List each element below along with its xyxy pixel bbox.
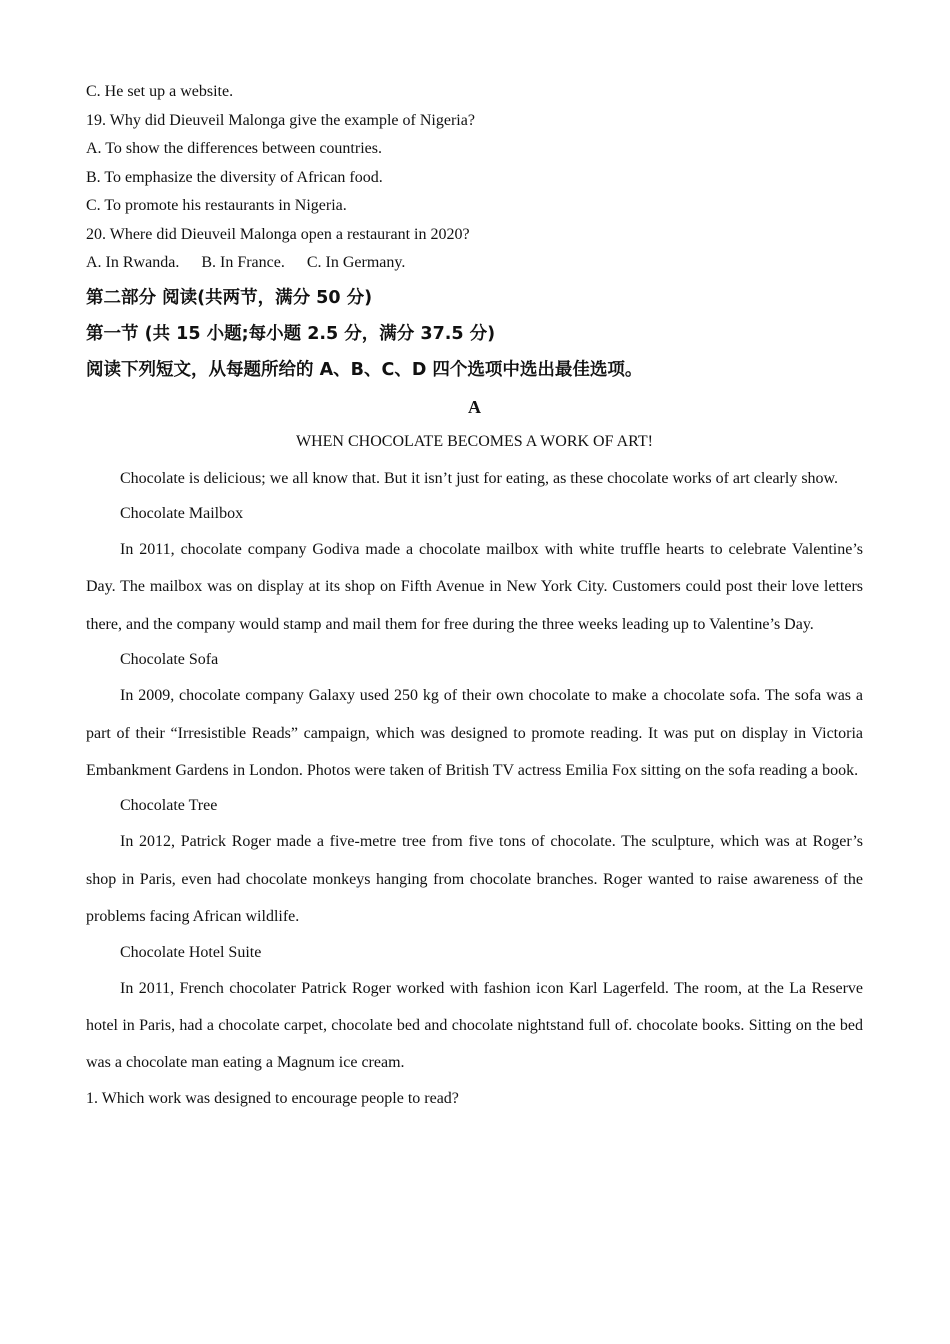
q20-option-b: B. In France.	[201, 254, 285, 271]
section-heading-mailbox: Chocolate Mailbox	[120, 504, 244, 522]
q20-option-a: A. In Rwanda.	[86, 254, 180, 271]
section-text-hotel-suite: In 2011, French chocolater Patrick Roger worked with fashion icon Karl Lagerfeld. The room, at the La Reserve hotel in Paris, had a chocolate carpet, chocolate bed and chocolate nightstand full of. chocolate books. Sitting on the bed was a chocolate man eating a Magnum ice cream.	[86, 979, 863, 1072]
section-heading-sofa: Chocolate Sofa	[120, 651, 219, 669]
section1-title: 第一节 (共 15 小题;每小题 2.5 分，满分 37.5 分)	[86, 323, 496, 344]
passage-letter: A	[468, 396, 481, 417]
q19-stem: 19. Why did Dieuveil Malonga give the example of Nigeria?	[86, 111, 475, 129]
q19-option-a: A. To show the differences between countries.	[86, 140, 382, 157]
reading-instruction: 阅读下列短文，从每题所给的 A、B、C、D 四个选项中选出最佳选项。	[86, 359, 643, 380]
exam-page	[86, 78, 863, 1116]
q20-options	[86, 249, 863, 278]
section-text-mailbox: In 2011, chocolate company Godiva made a chocolate mailbox with white truffle hearts to celebrate Valentine’s Day. The mailbox was on display at its shop on Fifth Avenue in New York City. Customers could post their love letters there, and the company would stamp and mail them for free during the three weeks leading up to Valentine’s Day.	[86, 540, 863, 633]
section-heading-hotel-suite: Chocolate Hotel Suite	[120, 943, 262, 961]
q19-option-b: B. To emphasize the diversity of African food.	[86, 168, 383, 186]
section-heading-tree: Chocolate Tree	[120, 797, 218, 815]
section-text-sofa: In 2009, chocolate company Galaxy used 250 kg of their own chocolate to make a chocolate sofa. The sofa was a part of their “Irresistible Reads” campaign, which was designed to promote reading. It was put on display in Victoria Embankment Gardens in London. Photos were taken of British TV actress Emilia Fox sitting on the sofa reading a book.	[86, 687, 863, 779]
section-text-tree: In 2012, Patrick Roger made a five-metre tree from five tons of chocolate. The sculpture, which was at Roger’s shop in Paris, even had chocolate monkeys hanging from chocolate branches. Roger wanted to raise awareness of the problems facing African wildlife.	[86, 833, 863, 926]
q19-option-c: C. To promote his restaurants in Nigeria.	[86, 197, 347, 214]
passage-title: WHEN CHOCOLATE BECOMES A WORK OF ART!	[296, 432, 653, 450]
q20-option-c: C. In Germany.	[306, 254, 406, 271]
q20-stem: 20. Where did Dieuveil Malonga open a restaurant in 2020?	[86, 225, 470, 243]
part2-title: 第二部分 阅读(共两节，满分 50 分)	[86, 287, 373, 308]
q18-option-c: C. He set up a website.	[86, 83, 234, 100]
passage-intro: Chocolate is delicious; we all know that. But it isn’t just for eating, as these chocolate works of art clearly show.	[120, 469, 839, 487]
question-1: 1. Which work was designed to encourage people to read?	[86, 1089, 459, 1107]
